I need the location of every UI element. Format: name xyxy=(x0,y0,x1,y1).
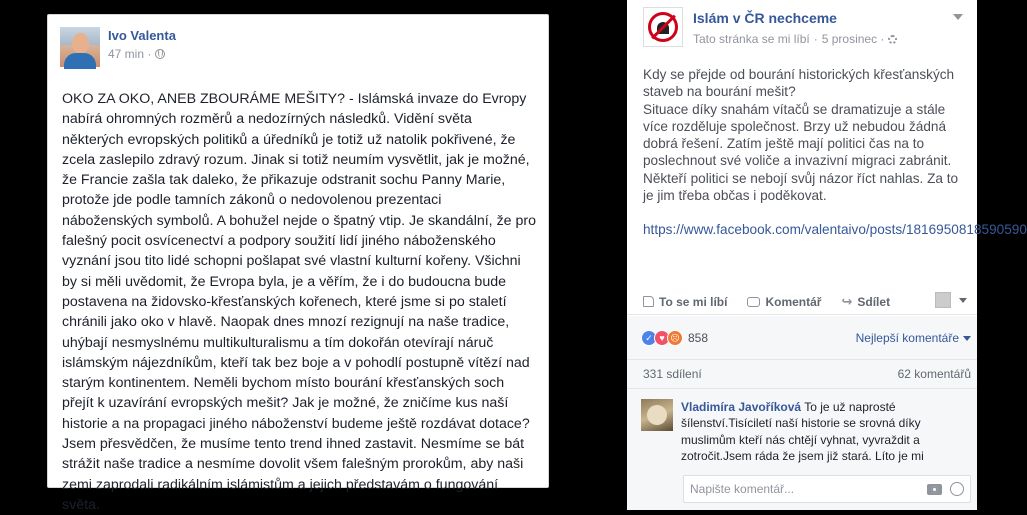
post-actions xyxy=(627,289,977,315)
audience-gear-icon xyxy=(888,35,897,44)
avatar-face xyxy=(72,33,89,54)
reactions-bar xyxy=(641,327,971,349)
comment-item xyxy=(641,399,971,464)
avatar-dog xyxy=(647,405,667,425)
camera-icon[interactable] xyxy=(927,484,942,495)
comment-text: To je už naprosté šílenství.Tisíciletí naší historie se srovná díky muslimům kteří nás chtějí vyhnat, vyvraždit a zotročit.Jsem ráda že jsem již stará. Líto je mi xyxy=(681,400,924,463)
sticker-icon[interactable] xyxy=(950,482,964,496)
like-button[interactable] xyxy=(643,295,727,309)
comment-count[interactable]: 62 komentářů xyxy=(897,367,971,381)
page-name[interactable]: Islám v ČR nechceme xyxy=(693,10,837,26)
quoted-post-time[interactable]: 47 min · xyxy=(108,47,152,61)
thumbs-up-icon xyxy=(643,296,654,307)
quoted-post-author[interactable]: Ivo Valenta xyxy=(108,28,176,43)
reaction-count[interactable]: 858 xyxy=(688,331,709,345)
post-as-chevron-icon[interactable] xyxy=(959,298,967,303)
post-date[interactable]: 5 prosinec · xyxy=(821,32,885,46)
share-arrow-icon: ↪ xyxy=(841,293,853,309)
post-text-question: Kdy se přejde od bourání historických křesťanských staveb na bourání mešit? xyxy=(643,67,955,100)
post-header-text xyxy=(693,7,897,54)
share-label: Sdílet xyxy=(857,294,891,309)
like-reaction-icon[interactable]: ✓ xyxy=(641,330,657,346)
post-meta xyxy=(693,31,897,47)
avatar-shirt xyxy=(64,53,96,69)
facebook-post xyxy=(627,0,1027,510)
comment-sort-label: Nejlepší komentáře xyxy=(855,331,959,345)
chevron-down-icon xyxy=(963,336,971,341)
comment-input[interactable] xyxy=(690,482,921,496)
post-text-body: Situace díky snahám vítačů se dramatizuje a stále více rozděluje společnost. Brzy už nebudou žádná dobrá řešení. Zatím ještě mají politici čas na to poslechnout své voliče a invazivní migraci zabránit. Někteří politici se nebojí svůj názor říct nahlas. Za to je jim třeba občas i poděkovat. xyxy=(643,101,959,204)
comment-button[interactable] xyxy=(747,295,821,309)
quoted-post-text: OKO ZA OKO, ANEB ZBOURÁME MEŠITY? - Islámská invaze do Evropy nabírá ohromných rozměrů a nedozírných následků. Vidění světa některých evropských politiků a úředníků je totiž už natolik pokřivené, že zcela zaslepilo zdravý rozum. Jinak si totiž neumím vysvětlit, jak je možné, že Francie zašla tak daleko, že přikazuje odstranit sochu Panny Marie, protože jde podle tamních zákonů o nedovolenou prezentaci náboženských symbolů. A bohužel nejde o špatný vtip. Je skandální, že pro falešný pocit osvícenectví a podpory soužití lidí jiného náboženského vyznání jsou tito lidé schopni pošlapat své vlastní kulturní kořeny. Všichni by si měli uvědomit, že Evropa byla, je a věřím, že i do budoucna bude postavena na židovsko-křesťanských kořenech, které jsme si po staletí chránili jako oko v hlavě. Naopak dnes mnozí rezignují na naše tradice, uhýbají nesmyslnému multikulturalismu a tím dokořán otevírají náruč islámským nájezdníkům, kteří tak bez boje a v pohodlí postupně vítězí nad starým kontinentem. Neměli bychom místo bourání křesťanských soch přejít k uzavírání evropských mešit? Jak je možné, že zničíme kus naší historie a na propagaci jiného náboženství budeme ještě rozdávat dotace? Jsem přesvědčen, že musíme tento trend ihned zastavit. Nesmíme se bát strážit naše tradice a nesmíme dovolit všem falešným prorokům, aby naši zemi zaprodali radikálním islámistům a jejich představám o fungování světa. xyxy=(62,91,536,513)
post-options-chevron-icon[interactable] xyxy=(953,14,963,20)
share-comment-counts xyxy=(627,359,977,389)
globe-icon xyxy=(155,49,165,59)
comment-body xyxy=(681,399,961,464)
quoted-post-header xyxy=(60,27,536,77)
comment-sort-dropdown[interactable] xyxy=(856,331,971,345)
quoted-post-author-block xyxy=(108,27,176,62)
page-logo[interactable] xyxy=(643,7,683,47)
reply-box xyxy=(683,475,971,503)
comment-label: Komentář xyxy=(765,294,822,309)
quoted-post-meta xyxy=(108,46,176,62)
love-reaction-icon[interactable]: ♥ xyxy=(654,330,670,346)
commenter-avatar[interactable] xyxy=(641,399,673,431)
post-text xyxy=(627,54,1027,239)
quoted-post-screenshot xyxy=(47,14,549,513)
author-avatar[interactable] xyxy=(60,27,100,67)
post-header xyxy=(627,0,977,54)
comment-bubble-icon xyxy=(747,297,760,307)
comments-section xyxy=(627,316,977,510)
post-link[interactable]: https://www.facebook.com/valentaivo/posts/1816950818590590 xyxy=(643,222,1027,238)
post-text-gap xyxy=(643,204,965,221)
share-count[interactable]: 331 sdílení xyxy=(643,367,702,381)
post-as-avatar[interactable] xyxy=(935,292,951,308)
meta-separator: · xyxy=(813,32,818,46)
commenter-name[interactable]: Vladimíra Javoříková xyxy=(681,400,802,414)
angry-reaction-icon[interactable]: ☹ xyxy=(667,330,683,346)
like-label: To se mi líbí xyxy=(659,294,728,309)
page-like-status[interactable]: Tato stránka se mi líbí xyxy=(693,32,810,46)
share-button[interactable] xyxy=(841,295,890,309)
